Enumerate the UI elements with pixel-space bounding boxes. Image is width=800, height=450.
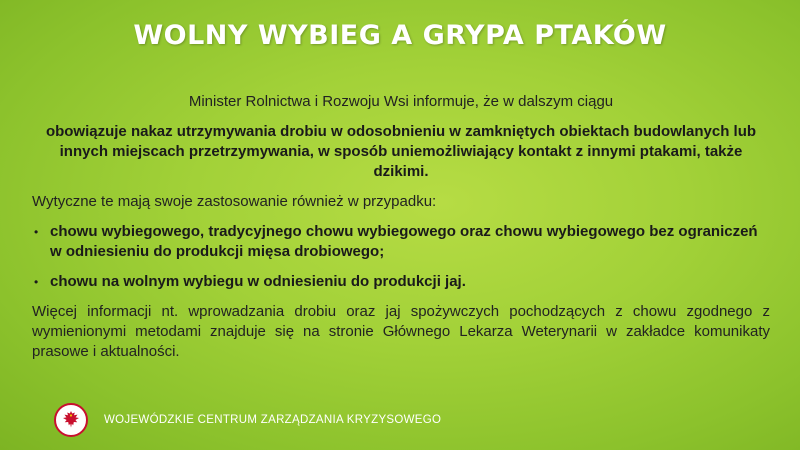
bullet-list [32, 222, 770, 292]
slide-content [32, 92, 770, 362]
eagle-icon [59, 408, 83, 432]
bullet-item [32, 272, 770, 292]
bold-statement: obowiązuje nakaz utrzymywania drobiu w odosobnieniu w zamkniętych obiektach budowlanych lub innych miejscach przetrzymywania, w sposób uniemożliwiający kontakt z innymi ptakami, także dzikimi. [45, 123, 757, 180]
more-info-text: Więcej informacji nt. wprowadzania drobiu oraz jaj spożywczych pochodzących z chowu zgodnego z wymienionymi metodami znajduje się na stronie Głównego Lekarza Weterynarii w zakładce komunikaty prasowe i aktualności. [32, 303, 770, 360]
bullet-item [32, 222, 770, 262]
slide-title: WOLNY WYBIEG A GRYPA PTAKÓW [133, 20, 667, 51]
bullet-text: chowu na wolnym wybiegu w odniesieniu do produkcji jaj. [50, 273, 466, 290]
bullet-marker: • [34, 275, 39, 289]
bullet-text: chowu wybiegowego, tradycyjnego chowu wybiegowego oraz chowu wybiegowego bez ograniczeń w odniesieniu do produkcji mięsa drobiowego; [50, 223, 758, 260]
intro-text: Minister Rolnictwa i Rozwoju Wsi informuje, że w dalszym ciągu [188, 93, 614, 110]
polish-eagle-emblem-icon [54, 403, 88, 437]
bullet-marker: • [34, 225, 39, 239]
organization-name: WOJEWÓDZKIE CENTRUM ZARZĄDZANIA KRYZYSOWEGO [104, 414, 442, 426]
footer [54, 400, 441, 440]
guidelines-intro: Wytyczne te mają swoje zastosowanie również w przypadku: [32, 193, 437, 210]
